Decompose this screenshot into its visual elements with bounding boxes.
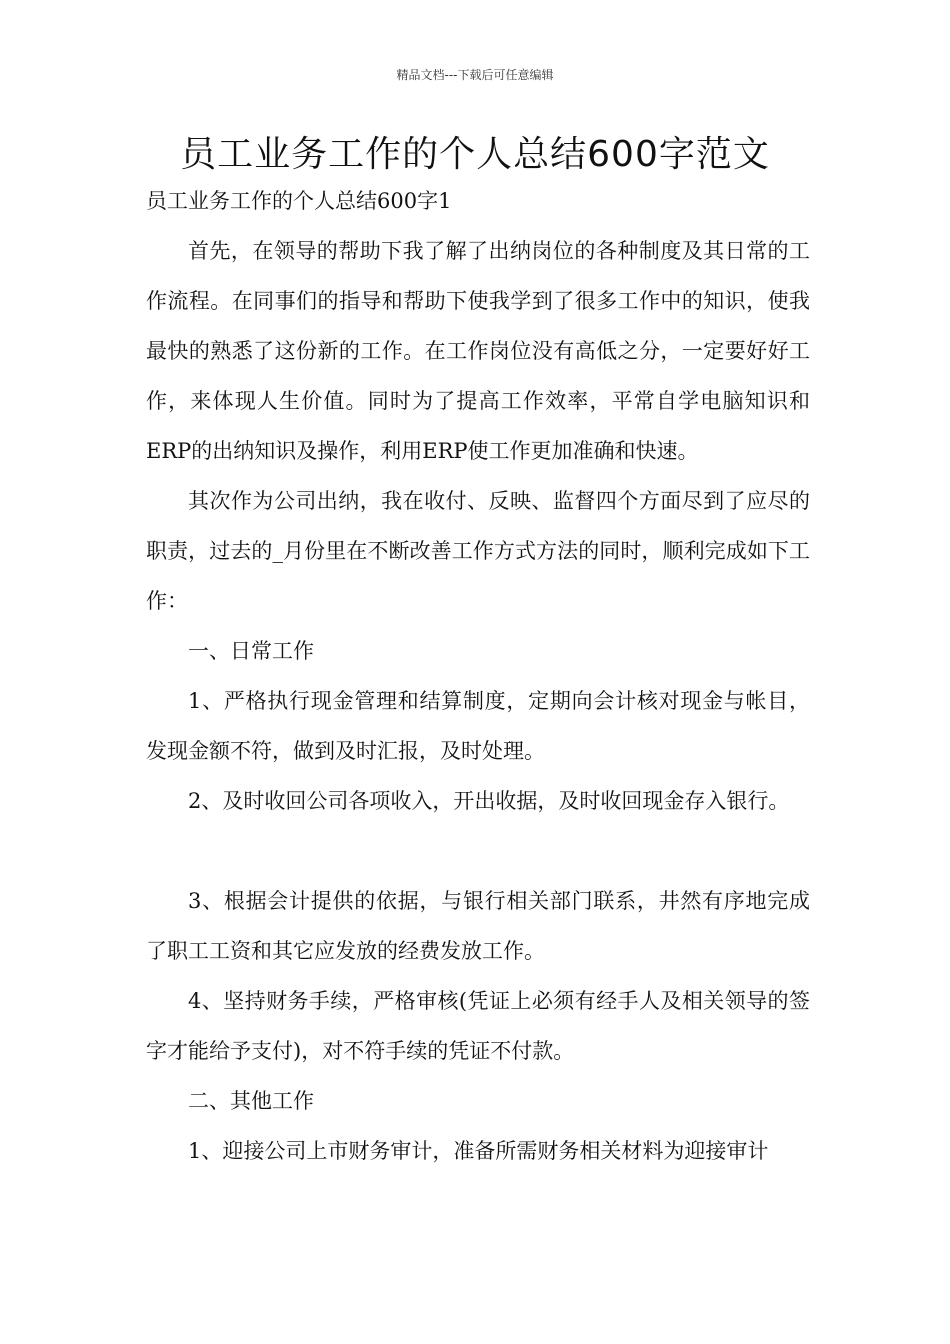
document-title: 员工业务工作的个人总结600字范文: [180, 134, 770, 175]
document-body: [146, 226, 810, 1176]
document-subtitle: 员工业务工作的个人总结600字1: [146, 189, 452, 213]
blank-line: [146, 826, 810, 876]
section-heading-daily-work: 一、日常工作: [188, 639, 314, 663]
page-header-note: 精品文档---下载后可任意编辑: [396, 68, 554, 82]
paragraph-duties: 其次作为公司出纳，我在收付、反映、监督四个方面尽到了应尽的职责，过去的_月份里在不断改善工作方式方法的同时，顺利完成如下工作：: [146, 489, 810, 613]
section-heading-other-work: 二、其他工作: [188, 1089, 314, 1113]
list-item-4: 4、坚持财务手续，严格审核(凭证上必须有经手人及相关领导的签字才能给予支付)，对不符手续的凭证不付款。: [146, 989, 810, 1063]
paragraph-intro: 首先，在领导的帮助下我了解了出纳岗位的各种制度及其日常的工作流程。在同事们的指导和帮助下使我学到了很多工作中的知识，使我最快的熟悉了这份新的工作。在工作岗位没有高低之分，一定要好好工作，来体现人生价值。同时为了提高工作效率，平常自学电脑知识和ERP的出纳知识及操作，利用ERP使工作更加准确和快速。: [146, 239, 810, 463]
list-item-3: 3、根据会计提供的依据，与银行相关部门联系，井然有序地完成了职工工资和其它应发放的经费发放工作。: [146, 889, 810, 963]
list-item-1: 1、严格执行现金管理和结算制度，定期向会计核对现金与帐目，发现金额不符，做到及时汇报，及时处理。: [146, 689, 810, 763]
list-item-2: 2、及时收回公司各项收入，开出收据，及时收回现金存入银行。: [188, 789, 790, 813]
list-item-other-1: 1、迎接公司上市财务审计，准备所需财务相关材料为迎接审计: [188, 1139, 769, 1163]
